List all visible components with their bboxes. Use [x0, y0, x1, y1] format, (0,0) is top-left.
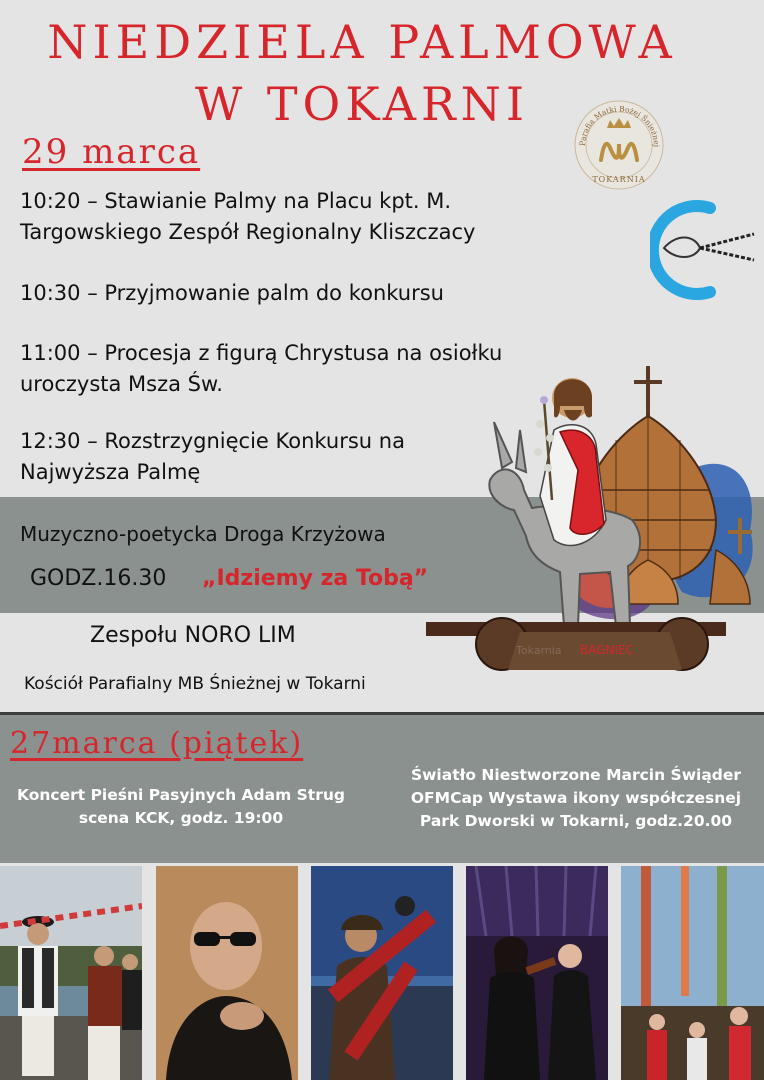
event-exhibition: [388, 764, 764, 833]
schedule-item: [20, 186, 540, 248]
photo-folk-group: [0, 866, 142, 1080]
date-heading-29: 29 marca: [22, 132, 201, 172]
event-line: OFMCap Wystawa ikony współczesnej: [410, 789, 742, 807]
droga-time: GODZ.16.30: [30, 566, 167, 591]
poster-title-line2: W TOKARNI: [194, 77, 530, 131]
event-concert: [0, 784, 362, 830]
photo-marcin-swiader: [311, 866, 453, 1080]
svg-text:BAGNIEC: BAGNIEC: [580, 643, 635, 657]
schedule-item: [20, 278, 540, 309]
palm-sunday-illustration: [420, 360, 764, 680]
photo-strip: [0, 866, 764, 1080]
droga-quote: „Idziemy za Tobą”: [202, 566, 429, 591]
date-heading-27: 27marca (piątek): [10, 726, 304, 761]
svg-text:TOKARNIA: TOKARNIA: [592, 175, 646, 184]
schedule-line: 12:30 – Rozstrzygnięcie Konkursu na: [20, 429, 405, 453]
parish-logo: [567, 98, 672, 193]
event-line: Park Dworski w Tokarni, godz.20.00: [419, 812, 733, 830]
droga-group: Zespołu NORO LIM: [90, 623, 296, 648]
photo-adam-strug: [156, 866, 298, 1080]
photo-palm-procession: [621, 866, 764, 1080]
schedule-line: 10:30 – Przyjmowanie palm do konkursu: [20, 281, 444, 305]
schedule-line: 10:20 – Stawianie Palmy na Placu kpt. M.: [20, 189, 452, 213]
schedule-line: uroczysta Msza Św.: [20, 372, 223, 396]
event-line: Światło Niestworzone Marcin Świąder: [410, 766, 742, 784]
c-logo: [650, 200, 756, 300]
droga-title: Muzyczno-poetycka Droga Krzyżowa: [20, 522, 386, 546]
droga-place: Kościół Parafialny MB Śnieżnej w Tokarni: [24, 674, 366, 694]
event-line: scena KCK, godz. 19:00: [78, 809, 284, 827]
schedule-line: 11:00 – Procesja z figurą Chrystusa na osiołku: [20, 341, 503, 365]
schedule-line: Najwyższa Palmę: [20, 460, 201, 484]
poster-title-line1: NIEDZIELA PALMOWA: [47, 15, 677, 69]
svg-text:Tokarnia: Tokarnia: [516, 644, 562, 657]
photo-violinists: [466, 866, 608, 1080]
svg-text:Parafia Matki Bożej Śnieżnej: Parafia Matki Bożej Śnieżnej: [577, 104, 662, 148]
event-line: Koncert Pieśni Pasyjnych Adam Strug: [17, 786, 345, 804]
schedule-line: Targowskiego Zespół Regionalny Kliszczacy: [20, 220, 476, 244]
